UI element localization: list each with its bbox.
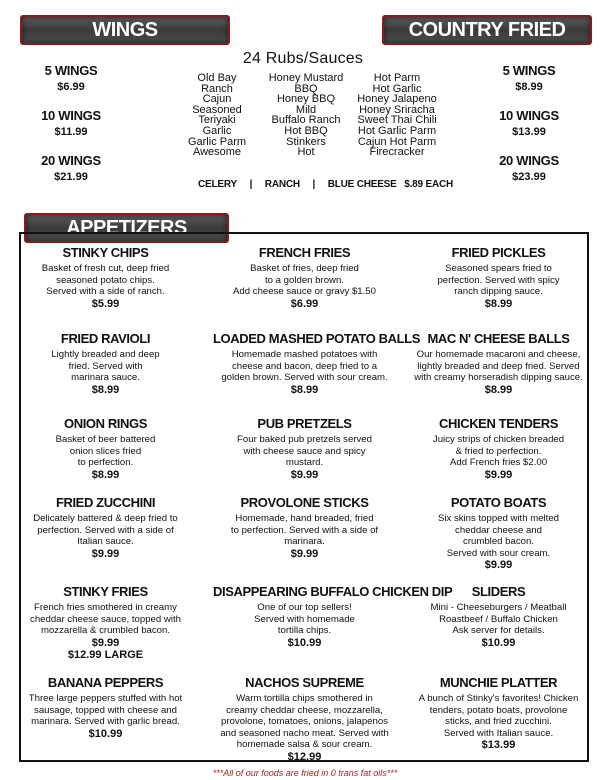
- appetizer-item: [14, 245, 197, 310]
- appetizer-name: NACHOS SUPREME: [245, 675, 364, 690]
- appetizer-name: LOADED MASHED POTATO BALLS: [213, 331, 420, 346]
- description-line: cheese and bacon, deep fried to a: [231, 360, 378, 372]
- appetizer-item: [213, 416, 396, 481]
- appetizer-name: STINKY CHIPS: [62, 245, 149, 260]
- dip-separator: |: [312, 179, 316, 190]
- appetizer-description: [14, 263, 197, 298]
- appetizer-description: [14, 602, 197, 637]
- description-line: Add cheese sauce or gravy $1.50: [233, 286, 376, 298]
- appetizer-item: [14, 416, 197, 481]
- description-line: French fries smothered in creamy: [34, 602, 177, 613]
- description-line: perfection. Served with spicy: [437, 274, 560, 286]
- appetizer-price: $10.99: [88, 727, 123, 740]
- appetizer-name: BANANA PEPPERS: [47, 675, 164, 690]
- sauce-column-3: [348, 73, 446, 158]
- appetizer-item: [213, 331, 420, 396]
- appetizer-item: [213, 495, 396, 560]
- description-line: Served with homemade: [254, 613, 355, 625]
- description-line: mustard.: [285, 457, 324, 469]
- description-line: to a golden brown.: [265, 274, 344, 286]
- sauce-item: Garlic Parm: [187, 135, 247, 148]
- appetizer-description: [213, 693, 396, 751]
- appetizer-description: [14, 513, 197, 548]
- appetizer-name: POTATO BOATS: [450, 495, 547, 510]
- sauce-item: Stinkers: [286, 135, 326, 148]
- sauce-item: Garlic: [202, 124, 232, 137]
- description-line: marinara sauce.: [71, 372, 140, 384]
- wings-sizes: [26, 63, 116, 198]
- size-price: $8.99: [515, 81, 543, 93]
- sauce-item: Hot Garlic Parm: [357, 124, 437, 137]
- sauce-item: Seasoned: [192, 103, 242, 116]
- description-line: Served with Italian sauce.: [443, 727, 554, 739]
- appetizer-item: [407, 675, 590, 751]
- appetizer-name: FRIED ZUCCHINI: [55, 495, 156, 510]
- dip-blue-cheese: BLUE CHEESE: [327, 179, 397, 190]
- appetizer-name: FRIED RAVIOLI: [60, 331, 151, 346]
- size-price: $13.99: [512, 126, 546, 138]
- appetizer-description: [14, 693, 197, 728]
- description-line: Warm tortilla chips smothered in: [236, 693, 373, 704]
- description-line: cheddar cheese sauce, topped with: [30, 613, 181, 625]
- wings-size-5: [26, 63, 116, 96]
- appetizer-price: $8.99: [484, 297, 513, 310]
- appetizer-price: $8.99: [91, 468, 120, 481]
- size-name: 20 WINGS: [41, 153, 101, 168]
- appetizer-description: [14, 434, 197, 469]
- appetizer-description: [213, 434, 396, 469]
- description-line: cheddar cheese and: [455, 524, 542, 536]
- sauces-title: 24 Rubs/Sauces: [242, 50, 364, 67]
- description-line: lightly breaded and deep fried. Served: [417, 360, 580, 372]
- description-line: creamy cheddar cheese, mozzarella,: [226, 704, 383, 716]
- appetizer-price: $10.99: [481, 636, 516, 649]
- size-name: 10 WINGS: [499, 108, 559, 123]
- country-fried-sizes: [484, 63, 574, 198]
- appetizer-price: $8.99: [91, 383, 120, 396]
- size-name: 10 WINGS: [41, 108, 101, 123]
- appetizer-name: SLIDERS: [471, 584, 526, 599]
- appetizer-description: [14, 349, 197, 384]
- description-line: sticks, and fried zucchini.: [445, 716, 552, 728]
- sauce-item: Cajun Hot Parm: [357, 135, 437, 148]
- sauce-column-1: [178, 73, 256, 158]
- appetizer-price-large: $12.99 LARGE: [67, 648, 144, 661]
- appetizer-item: [14, 584, 197, 661]
- size-name: 5 WINGS: [44, 63, 98, 78]
- appetizer-name: DISAPPEARING BUFFALO CHICKEN DIP: [213, 584, 453, 599]
- appetizer-description: [213, 602, 396, 637]
- sauce-item: Teriyaki: [198, 114, 236, 127]
- appetizer-price: $8.99: [484, 383, 513, 396]
- appetizer-item: [14, 675, 197, 740]
- appetizer-description: [213, 349, 396, 384]
- description-line: Six skins topped with melted: [437, 513, 560, 524]
- appetizer-name: STINKY FRIES: [63, 584, 148, 599]
- description-line: Our homemade macaroni and cheese,: [416, 349, 581, 360]
- size-price: $11.99: [54, 126, 88, 138]
- description-line: fried. Served with: [68, 360, 143, 372]
- appetizer-item: [407, 584, 590, 649]
- appetizer-name: MUNCHIE PLATTER: [439, 675, 558, 690]
- appetizer-description: [407, 602, 590, 637]
- sauce-item: Firecracker: [369, 146, 425, 159]
- appetizer-price: $9.99: [290, 468, 319, 481]
- size-price: $23.99: [512, 171, 546, 183]
- appetizer-item: [407, 416, 590, 481]
- appetizer-price: $9.99: [484, 468, 513, 481]
- description-line: sausage, topped with cheese and: [34, 704, 177, 716]
- appetizers-banner: APPETIZERS: [24, 213, 229, 243]
- appetizer-price: $6.99: [290, 297, 319, 310]
- description-line: Served with sour cream.: [446, 547, 551, 559]
- size-name: 5 WINGS: [502, 63, 556, 78]
- wings-banner: WINGS: [20, 15, 230, 45]
- wings-size-20: [26, 153, 116, 186]
- description-line: Roastbeef / Buffalo Chicken: [439, 613, 558, 625]
- description-line: provolone, tomatoes, onions, jalapenos: [221, 716, 388, 728]
- description-line: ranch dipping sauce.: [454, 286, 543, 298]
- appetizer-price: $8.99: [290, 383, 319, 396]
- appetizer-name: PUB PRETZELS: [257, 416, 352, 431]
- appetizer-description: [213, 263, 396, 298]
- country-size-5: [484, 63, 574, 96]
- dip-ranch: RANCH: [264, 179, 300, 190]
- size-price: $6.99: [57, 81, 85, 93]
- footer-note: ***All of our foods are fried in 0 trans fat oils***: [212, 768, 398, 778]
- description-line: crumbled bacon.: [463, 536, 534, 548]
- appetizer-price: $12.99: [287, 750, 322, 763]
- description-line: homemade salsa & sour cream.: [236, 739, 373, 751]
- description-line: with cheese sauce and spicy: [243, 445, 366, 457]
- description-line: Italian sauce.: [77, 536, 134, 548]
- country-size-20: [484, 153, 574, 186]
- description-line: Served with a side of ranch.: [46, 286, 165, 298]
- appetizer-description: [407, 513, 590, 559]
- dip-price: $.89 EACH: [404, 179, 454, 190]
- appetizer-item: [407, 495, 590, 571]
- description-line: Seasoned spears fried to: [445, 263, 552, 274]
- appetizer-price: $10.99: [287, 636, 322, 649]
- description-line: perfection. Served with a side of: [37, 524, 174, 536]
- description-line: Basket of beer battered: [55, 434, 156, 445]
- appetizer-description: [213, 513, 396, 548]
- appetizer-item: [213, 675, 396, 763]
- dip-separator: |: [249, 179, 253, 190]
- description-line: seasoned potato chips.: [56, 274, 155, 286]
- appetizer-price: $9.99: [91, 636, 120, 649]
- description-line: Delicately battered & deep fried to: [33, 513, 178, 524]
- description-line: A bunch of Stinky's favorites! Chicken: [418, 693, 579, 704]
- appetizer-description: [407, 693, 590, 739]
- description-line: tenders, potato boats, provolone: [429, 704, 568, 716]
- appetizer-name: PROVOLONE STICKS: [240, 495, 369, 510]
- country-size-10: [484, 108, 574, 141]
- sauce-item: Honey Sriracha: [359, 103, 435, 116]
- description-line: marinara.: [284, 536, 325, 548]
- description-line: Four baked pub pretzels served: [237, 434, 372, 445]
- sauce-item: Sweet Thai Chili: [357, 114, 437, 127]
- description-line: Add French fries $2.00: [449, 457, 548, 469]
- appetizer-price: $9.99: [91, 547, 120, 560]
- dip-celery: CELERY: [198, 179, 237, 190]
- description-line: Three large peppers stuffed with hot: [28, 693, 183, 704]
- appetizer-item: [213, 584, 453, 649]
- appetizer-item: [407, 331, 590, 396]
- appetizer-price: $5.99: [91, 297, 120, 310]
- description-line: Basket of fresh cut, deep fried: [41, 263, 170, 274]
- description-line: Homemade mashed potatoes with: [231, 349, 378, 360]
- appetizer-name: MAC N' CHEESE BALLS: [427, 331, 570, 346]
- size-price: $21.99: [54, 171, 88, 183]
- description-line: tortilla chips.: [277, 625, 332, 637]
- description-line: & fried to perfection.: [455, 445, 542, 457]
- sauce-item: Honey BBQ: [276, 93, 336, 106]
- appetizer-item: [14, 495, 197, 560]
- description-line: Basket of fries, deep fried: [250, 263, 359, 274]
- sauce-column-2: [260, 73, 352, 158]
- appetizer-description: [407, 263, 590, 298]
- appetizer-price: $9.99: [290, 547, 319, 560]
- sauce-item: Hot: [297, 146, 315, 159]
- description-line: to perfection. Served with a side of: [230, 524, 379, 536]
- description-line: mozzarella & crumbled bacon.: [40, 625, 171, 637]
- dips-line: [198, 179, 453, 190]
- sauce-item: Honey Jalapeno: [357, 93, 437, 106]
- country-fried-banner: COUNTRY FRIED: [382, 15, 592, 45]
- wings-size-10: [26, 108, 116, 141]
- description-line: to perfection.: [77, 457, 134, 469]
- appetizer-item: [407, 245, 590, 310]
- description-line: Homemade, hand breaded, fried: [235, 513, 374, 524]
- size-name: 20 WINGS: [499, 153, 559, 168]
- description-line: Juicy strips of chicken breaded: [432, 434, 565, 445]
- description-line: onion slices fried: [69, 445, 142, 457]
- appetizer-price: $9.99: [484, 559, 513, 572]
- sauce-item: Hot Parm: [373, 72, 421, 84]
- appetizer-name: FRENCH FRIES: [258, 245, 351, 260]
- description-line: Mini - Cheeseburgers / Meatball: [430, 602, 567, 613]
- description-line: One of our top sellers!: [257, 602, 352, 613]
- description-line: golden brown. Served with sour cream.: [221, 372, 388, 384]
- description-line: Lightly breaded and deep: [51, 349, 160, 360]
- sauce-item: Honey Mustard: [268, 72, 344, 84]
- appetizer-description: [407, 349, 590, 384]
- description-line: with creamy horseradish dipping sauce.: [414, 372, 583, 384]
- sauce-item: Buffalo Ranch: [271, 114, 341, 127]
- appetizer-description: [407, 434, 590, 469]
- sauce-item: Awesome: [192, 146, 242, 159]
- appetizer-name: FRIED PICKLES: [451, 245, 546, 260]
- sauce-item: Mild: [295, 103, 317, 116]
- appetizer-item: [213, 245, 396, 310]
- appetizer-name: CHICKEN TENDERS: [439, 416, 558, 431]
- sauce-item: Hot BBQ: [284, 124, 328, 137]
- sauce-item: Ranch: [201, 82, 233, 95]
- appetizer-name: ONION RINGS: [64, 416, 147, 431]
- appetizer-price: $13.99: [481, 739, 516, 752]
- appetizer-item: [14, 331, 197, 396]
- sauce-item: Hot Garlic: [372, 82, 422, 95]
- description-line: Ask server for details.: [452, 625, 545, 637]
- description-line: and seasoned nacho meat. Served with: [220, 727, 389, 739]
- description-line: marinara. Served with garlic bread.: [31, 716, 180, 728]
- sauce-item: BBQ: [294, 82, 318, 95]
- sauce-item: Cajun: [202, 93, 232, 106]
- sauce-item: Old Bay: [197, 72, 237, 84]
